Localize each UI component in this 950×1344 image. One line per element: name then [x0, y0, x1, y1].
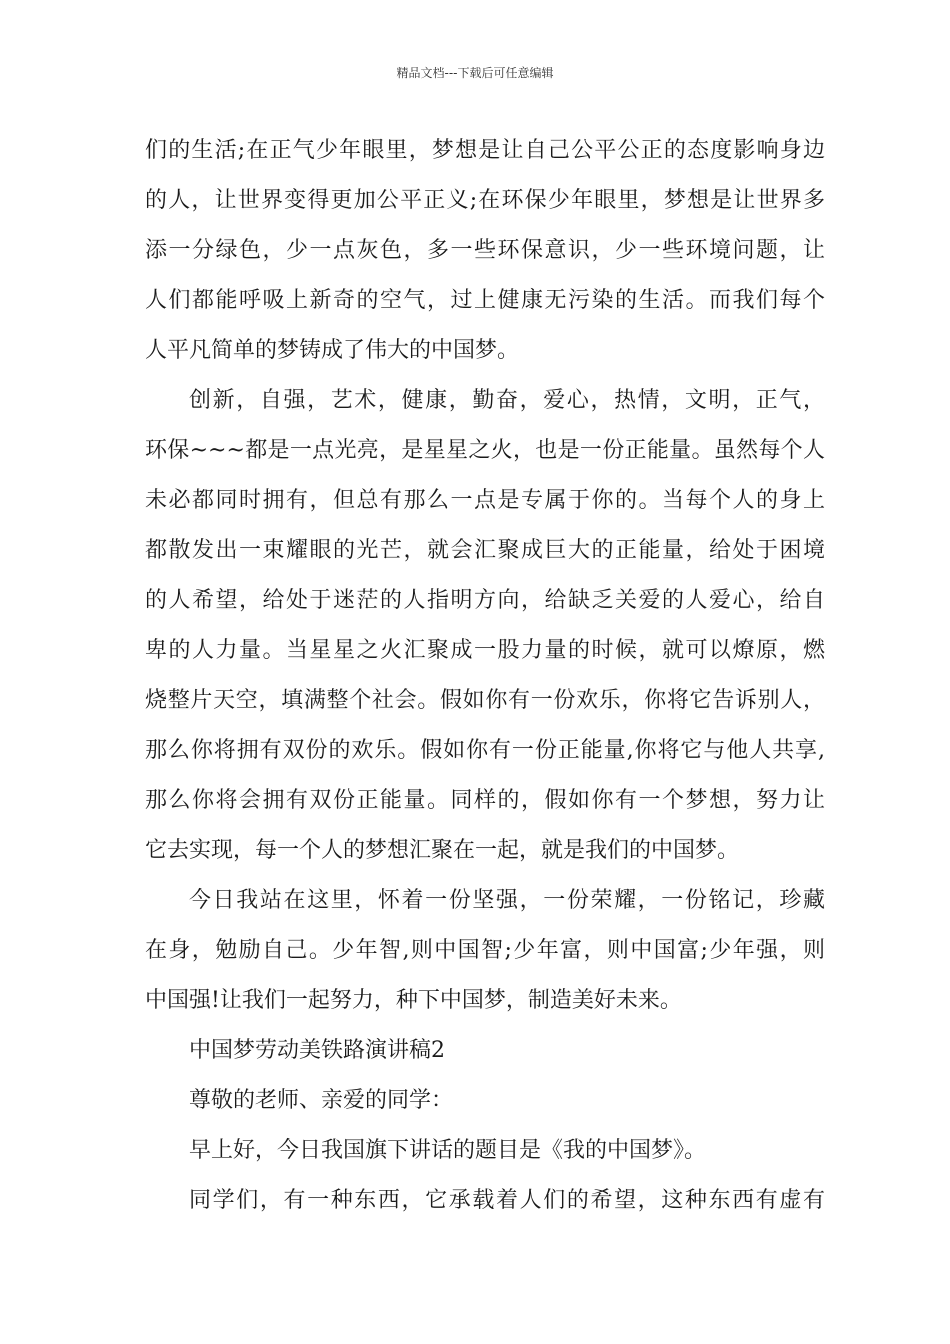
- text-line: 中国梦劳动美铁路演讲稿2: [189, 1038, 445, 1063]
- text-line: 创新，自强，艺术，健康，勤奋，爱心，热情，文明，正气，: [189, 388, 825, 413]
- page-header: 精品文档---下载后可任意编辑: [396, 66, 554, 80]
- text-line: 添一分绿色，少一点灰色，多一些环保意识，少一些环境问题，让: [145, 238, 825, 263]
- text-line: 今日我站在这里，怀着一份坚强，一份荣耀，一份铭记，珍藏: [189, 888, 825, 913]
- text-line: 在身，勉励自己。少年智,则中国智;少年富，则中国富;少年强，则: [145, 938, 825, 963]
- text-line: 们的生活;在正气少年眼里，梦想是让自己公平公正的态度影响身边: [145, 138, 825, 163]
- text-line: 未必都同时拥有，但总有那么一点是专属于你的。当每个人的身上: [145, 488, 825, 513]
- text-line: 环保~~~都是一点光亮，是星星之火，也是一份正能量。虽然每个人: [145, 438, 825, 463]
- text-line: 尊敬的老师、亲爱的同学：: [189, 1088, 454, 1113]
- text-line: 的人希望，给处于迷茫的人指明方向，给缺乏关爱的人爱心，给自: [145, 588, 825, 613]
- text-line: 中国强!让我们一起努力，种下中国梦，制造美好未来。: [145, 988, 682, 1013]
- text-line: 人们都能呼吸上新奇的空气，过上健康无污染的生活。而我们每个: [145, 288, 825, 313]
- text-line: 同学们，有一种东西，它承载着人们的希望，这种东西有虚有: [189, 1188, 825, 1213]
- text-line: 卑的人力量。当星星之火汇聚成一股力量的时候，就可以燎原，燃: [145, 638, 825, 663]
- text-line: 的人，让世界变得更加公平正义;在环保少年眼里，梦想是让世界多: [145, 188, 825, 213]
- text-line: 烧整片天空，填满整个社会。假如你有一份欢乐，你将它告诉别人，: [145, 688, 825, 713]
- document-body: [145, 126, 825, 1226]
- text-line: 它去实现，每一个人的梦想汇聚在一起，就是我们的中国梦。: [145, 838, 740, 863]
- text-line: 那么你将会拥有双份正能量。同样的，假如你有一个梦想，努力让: [145, 788, 825, 813]
- text-line: 早上好，今日我国旗下讲话的题目是《我的中国梦》。: [189, 1138, 707, 1163]
- text-line: 人平凡简单的梦铸成了伟大的中国梦。: [145, 338, 520, 363]
- text-line: 都散发出一束耀眼的光芒，就会汇聚成巨大的正能量，给处于困境: [145, 538, 825, 563]
- text-line: 那么你将拥有双份的欢乐。假如你有一份正能量,你将它与他人共享,: [145, 738, 825, 763]
